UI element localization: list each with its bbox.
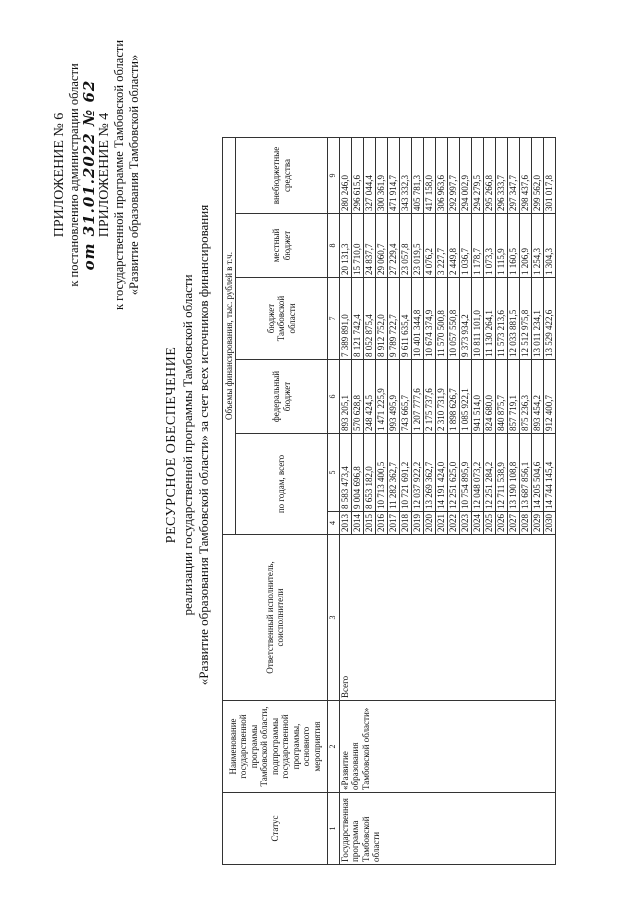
header-extrabudget: внебюджетные средства (236, 138, 328, 214)
extrabudget-cell: 296 333,7 (495, 138, 507, 214)
federal-cell: 570 628,8 (351, 360, 363, 434)
federal-cell: 857 719,1 (507, 360, 519, 434)
federal-cell: 893 454,2 (531, 360, 543, 434)
total-cell: 10 754 895,9 (459, 434, 471, 512)
col-number: 1 (328, 793, 340, 865)
resource-table (222, 137, 556, 865)
year-cell: 2029 (531, 512, 543, 535)
total-cell: 14 744 145,4 (543, 434, 555, 512)
year-cell: 2021 (435, 512, 447, 535)
local-cell: 24 837,7 (363, 214, 375, 278)
program-name-cell: «Развитие образования Тамбовской области» (339, 701, 555, 793)
extrabudget-cell: 417 158,0 (423, 138, 435, 214)
appendix-6-label: ПРИЛОЖЕНИЕ № 6 (52, 112, 67, 238)
federal-cell: 2 310 731,9 (435, 360, 447, 434)
federal-cell: 248 424,5 (363, 360, 375, 434)
col-number: 8 (328, 214, 340, 278)
federal-cell: 1 898 626,7 (447, 360, 459, 434)
regional-cell: 10 674 374,9 (423, 278, 435, 360)
year-cell: 2030 (543, 512, 555, 535)
total-cell: 12 251 625,0 (447, 434, 459, 512)
handwritten-date-number: от 31.01.2022 № 62 (80, 79, 98, 271)
year-cell: 2028 (519, 512, 531, 535)
col-number: 3 (328, 535, 340, 701)
federal-cell: 824 680,0 (483, 360, 495, 434)
year-cell: 2024 (471, 512, 483, 535)
regional-cell: 8 912 752,0 (375, 278, 387, 360)
federal-cell: 875 236,3 (519, 360, 531, 434)
federal-cell: 993 495,9 (387, 360, 399, 434)
appendix-header (52, 5, 142, 345)
year-cell: 2018 (399, 512, 411, 535)
extrabudget-cell: 299 562,0 (531, 138, 543, 214)
regional-cell: 7 389 891,0 (339, 278, 351, 360)
regional-cell: 9 611 635,4 (399, 278, 411, 360)
resolution-reference: к постановлению администрации области (67, 63, 81, 287)
extrabudget-cell: 471 914,7 (387, 138, 399, 214)
local-cell: 1 115,9 (495, 214, 507, 278)
extrabudget-cell: 295 266,8 (483, 138, 495, 214)
regional-cell: 8 121 742,4 (351, 278, 363, 360)
regional-cell: 9 373 934,2 (459, 278, 471, 360)
year-cell: 2023 (459, 512, 471, 535)
total-cell: 13 190 108,8 (507, 434, 519, 512)
regional-cell: 11 573 213,6 (495, 278, 507, 360)
regional-cell: 10 811 101,0 (471, 278, 483, 360)
federal-cell: 743 665,7 (399, 360, 411, 434)
total-cell: 9 004 696,8 (351, 434, 363, 512)
extrabudget-cell: 297 347,7 (507, 138, 519, 214)
local-cell: 29 060,7 (375, 214, 387, 278)
extrabudget-cell: 280 246,0 (339, 138, 351, 214)
extrabudget-cell: 301 017,8 (543, 138, 555, 214)
total-cell: 12 711 538,9 (495, 434, 507, 512)
year-cell: 2014 (351, 512, 363, 535)
status-cell: Государственная программа Тамбовской области (339, 793, 555, 865)
federal-cell: 893 205,1 (339, 360, 351, 434)
header-name: Наименование государственной программы Тамбовской области, подпрограммы государственной программы, основного мероприятия (223, 701, 328, 793)
regional-cell: 13 529 422,6 (543, 278, 555, 360)
program-name: «Развитие образования Тамбовской области» (127, 54, 141, 296)
extrabudget-cell: 292 997,7 (447, 138, 459, 214)
local-cell: 1 178,7 (471, 214, 483, 278)
local-cell: 27 229,4 (387, 214, 399, 278)
extrabudget-cell: 298 437,6 (519, 138, 531, 214)
regional-cell: 12 033 881,5 (507, 278, 519, 360)
local-cell: 1 206,9 (519, 214, 531, 278)
local-cell: 15 710,0 (351, 214, 363, 278)
regional-cell: 10 401 344,8 (411, 278, 423, 360)
header-local: местный бюджет (236, 214, 328, 278)
local-cell: 23 019,5 (411, 214, 423, 278)
year-cell: 2020 (423, 512, 435, 535)
local-cell: 1 073,3 (483, 214, 495, 278)
local-cell: 2 449,8 (447, 214, 459, 278)
header-responsible: Ответственный исполнитель, соисполнители (223, 535, 328, 701)
total-cell: 12 048 073,2 (471, 434, 483, 512)
extrabudget-cell: 343 332,3 (399, 138, 411, 214)
header-volume: Объемы финансирования, тыс. рублей в т.ч. (223, 138, 236, 535)
federal-cell: 1 471 225,9 (375, 360, 387, 434)
header-status: Статус (223, 793, 328, 865)
year-cell: 2022 (447, 512, 459, 535)
regional-cell: 11 130 264,1 (483, 278, 495, 360)
local-cell: 1 160,5 (507, 214, 519, 278)
total-cell: 10 721 691,2 (399, 434, 411, 512)
regional-cell: 11 570 500,8 (435, 278, 447, 360)
year-cell: 2015 (363, 512, 375, 535)
total-cell: 14 205 504,6 (531, 434, 543, 512)
year-cell: 2019 (411, 512, 423, 535)
extrabudget-cell: 294 279,5 (471, 138, 483, 214)
appendix-4-label: ПРИЛОЖЕНИЕ № 4 (97, 112, 112, 238)
extrabudget-cell: 300 361,9 (375, 138, 387, 214)
local-cell: 1 254,3 (531, 214, 543, 278)
col-number: 7 (328, 278, 340, 360)
header-regional: бюджет Тамбовской области (236, 278, 328, 360)
local-cell: 4 076,2 (423, 214, 435, 278)
year-cell: 2016 (375, 512, 387, 535)
total-cell: 13 269 362,7 (423, 434, 435, 512)
federal-cell: 1 085 922,1 (459, 360, 471, 434)
federal-cell: 1 207 777,6 (411, 360, 423, 434)
header-by-year: по годам, всего (236, 434, 328, 535)
header-federal: федеральный бюджет (236, 360, 328, 434)
regional-cell: 12 512 975,8 (519, 278, 531, 360)
col-number: 6 (328, 360, 340, 434)
local-cell: 20 131,3 (339, 214, 351, 278)
extrabudget-cell: 306 963,6 (435, 138, 447, 214)
total-cell: 8 653 182,0 (363, 434, 375, 512)
year-cell: 2027 (507, 512, 519, 535)
col-number: 9 (328, 138, 340, 214)
document-title (164, 145, 212, 745)
year-cell: 2026 (495, 512, 507, 535)
title-line-3: «Развитие образования Тамбовской области» за счет всех источников финансирования (196, 204, 211, 686)
extrabudget-cell: 405 781,3 (411, 138, 423, 214)
extrabudget-cell: 327 044,4 (363, 138, 375, 214)
extrabudget-cell: 294 002,9 (459, 138, 471, 214)
local-cell: 23 057,8 (399, 214, 411, 278)
federal-cell: 2 175 737,6 (423, 360, 435, 434)
year-cell: 2013 (339, 512, 351, 535)
regional-cell: 8 052 875,4 (363, 278, 375, 360)
col-number: 2 (328, 701, 340, 793)
federal-cell: 941 514,0 (471, 360, 483, 434)
program-reference: к государственной программе Тамбовской области (112, 39, 126, 311)
year-cell: 2017 (387, 512, 399, 535)
regional-cell: 9 789 722,7 (387, 278, 399, 360)
total-cell: 11 282 362,7 (387, 434, 399, 512)
regional-cell: 10 057 550,8 (447, 278, 459, 360)
year-cell: 2025 (483, 512, 495, 535)
responsible-cell: Всего (339, 535, 555, 701)
table-row (339, 138, 351, 865)
resource-table-body (339, 138, 555, 865)
local-cell: 1 036,7 (459, 214, 471, 278)
regional-cell: 13 011 234,1 (531, 278, 543, 360)
total-cell: 12 037 922,2 (411, 434, 423, 512)
total-cell: 12 251 284,2 (483, 434, 495, 512)
federal-cell: 840 875,7 (495, 360, 507, 434)
col-number: 5 (328, 434, 340, 512)
total-cell: 13 687 856,1 (519, 434, 531, 512)
federal-cell: 912 400,7 (543, 360, 555, 434)
local-cell: 1 304,3 (543, 214, 555, 278)
title-line-1: РЕСУРСНОЕ ОБЕСПЕЧЕНИЕ (164, 346, 179, 544)
title-line-2: реализации государственной программы Тамбовской области (180, 274, 195, 616)
total-cell: 14 191 424,0 (435, 434, 447, 512)
extrabudget-cell: 296 615,6 (351, 138, 363, 214)
total-cell: 8 583 473,4 (339, 434, 351, 512)
total-cell: 10 713 400,5 (375, 434, 387, 512)
column-number-row (328, 138, 340, 865)
col-number: 4 (328, 512, 340, 535)
local-cell: 3 227,7 (435, 214, 447, 278)
